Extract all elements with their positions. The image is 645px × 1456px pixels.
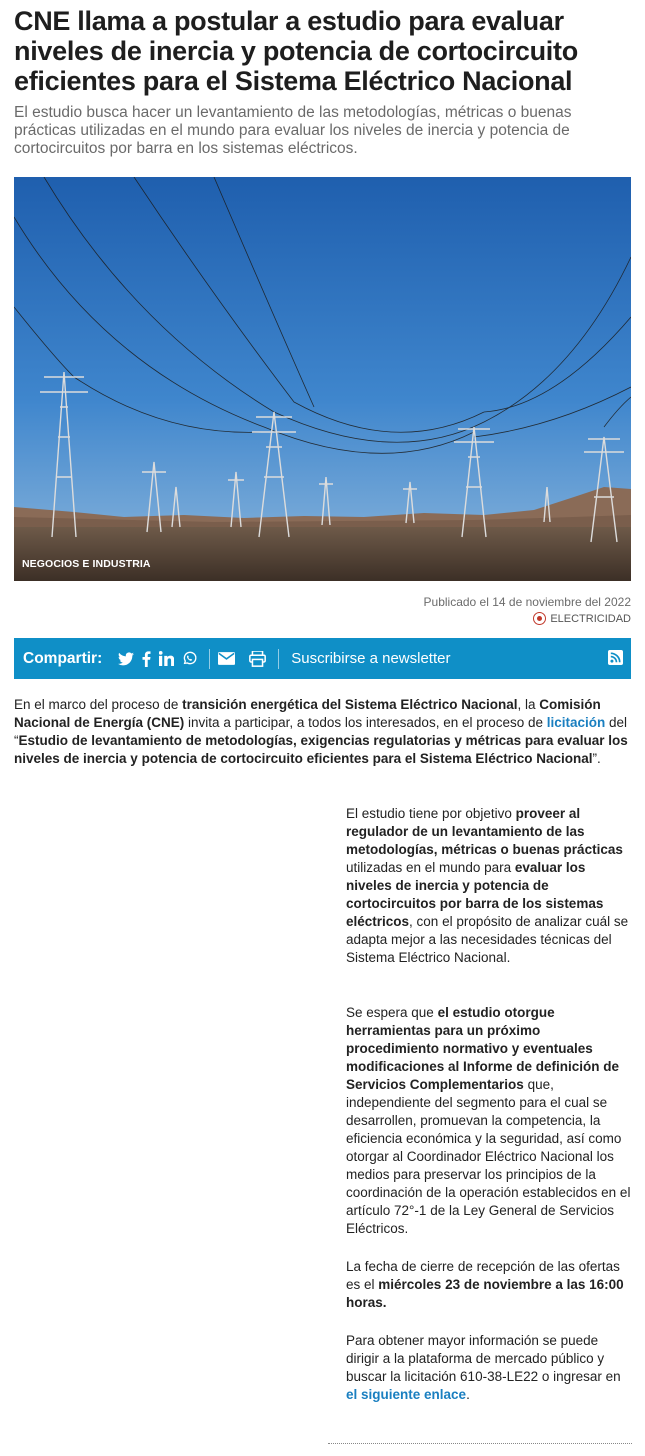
linkedin-icon[interactable] [159,651,174,666]
licitacion-link[interactable]: licitación [546,715,606,730]
mail-icon[interactable] [218,652,235,665]
bottom-divider [328,1443,632,1444]
newsletter-link[interactable]: Suscribirse a newsletter [291,650,451,667]
lead-paragraph: En el marco del proceso de transición energética del Sistema Eléctrico Nacional, la Comisión Nacional de Energía (CNE) invita a participar, a todos los interesados, en el proceso de licitación del “Estudio de levantamiento de metodologías, exigencias regulatorias y métricas para evaluar los niveles de inercia y potencia de cortocircuito eficientes para el Sistema Eléctrico Nacional”. [14,697,628,766]
facebook-icon[interactable] [142,651,151,667]
section-label[interactable] [533,612,631,625]
print-icon[interactable] [249,651,266,667]
share-divider [278,649,279,669]
image-category-tag[interactable]: NEGOCIOS E INDUSTRIA [22,558,151,570]
share-divider [209,649,210,669]
siguiente-enlace-link[interactable]: el siguiente enlace [346,1387,467,1402]
article-subtitle: El estudio busca hacer un levantamiento de las metodologías, métricas o buenas prácticas utilizadas en el mundo para evaluar los niveles de inercia y potencia de cortocircuitos por barra en los sistemas eléctricos. [14,104,572,157]
twitter-icon[interactable] [118,652,134,666]
share-bar [14,638,631,679]
body-paragraph-expectation: Se espera que el estudio otorgue herramientas para un próximo procedimiento normativo y eventuales modificaciones al Informe de definición de Servicios Complementarios que, independiente del segmento para el cual se desarrollen, promuevan la competencia, la eficiencia económica y la seguridad, así como otorgar al Coordinador Eléctrico Nacional los medios para preservar los principios de la coordinación de la operación establecidos en el artículo 72°-1 de la Ley General de Servicios Eléctricos. [346,1005,631,1236]
body-paragraph-info: Para obtener mayor información se puede dirigir a la plataforma de mercado público y buscar la licitación 610-38-LE22 o ingresar en el siguiente enlace. [346,1333,621,1402]
target-icon [533,612,546,625]
power-lines-photo [14,177,631,581]
share-label: Compartir: [23,649,103,667]
publish-date: Publicado el 14 de noviembre del 2022 [423,595,631,609]
rss-icon[interactable] [608,650,623,670]
article-hero-image [14,177,631,581]
section-name: ELECTRICIDAD [550,612,631,625]
whatsapp-icon[interactable] [182,651,197,666]
body-paragraph-deadline: La fecha de cierre de recepción de las ofertas es el miércoles 23 de noviembre a las 16:00 horas. [346,1259,624,1310]
body-paragraph-objective: El estudio tiene por objetivo proveer al regulador de un levantamiento de las metodologías, métricas o buenas prácticas utilizadas en el mundo para evaluar los niveles de inercia y potencia de cortocircuitos por barra de los sistemas eléctricos, con el propósito de analizar cuál se adapta mejor a las necesidades técnicas del Sistema Eléctrico Nacional. [346,806,629,965]
article-title: CNE llama a postular a estudio para evaluar niveles de inercia y potencia de cortocircuito eficientes para el Sistema Eléctrico Nacional [14,6,578,96]
